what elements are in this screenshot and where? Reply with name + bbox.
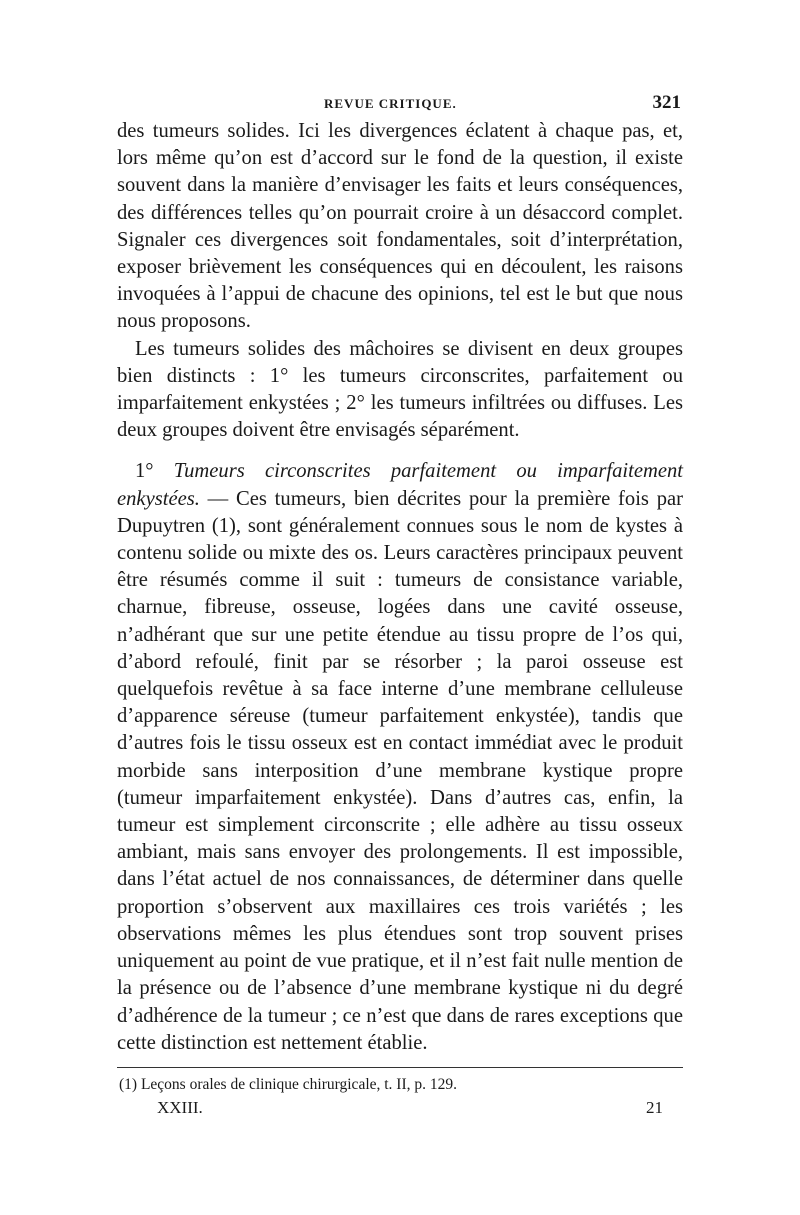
footnote: (1) Leçons orales de clinique chirurgicale, t. II, p. 129. [119,1075,458,1093]
body-text [117,118,683,1057]
signature-line [117,1096,683,1122]
signature-number: 21 [646,1097,663,1117]
page-number: 321 [652,92,681,113]
book-page [117,92,683,1122]
running-head [117,92,683,118]
paragraph-classification: Les tumeurs solides des mâchoires se divisent en deux groupes bien distincts : 1° les tumeurs circonscrites, parfaitement ou imparfaitement enkystées ; 2° les tumeurs infiltrées ou diffuses. Les deux groupes doivent être envisagés séparément. [117,337,683,442]
printer-signature: XXIII. [157,1097,203,1117]
section-paragraph [117,458,683,1056]
running-title: REVUE CRITIQUE. [324,96,457,111]
section-text: — Ces tumeurs, bien décrites pour la première fois par Dupuytren (1), sont généralement connues sous le nom de kystes à contenu solide ou mixte des os. Leurs caractères principaux peuvent être résumés comme il suit : tumeurs de consistance variable, charnue, fibreuse, osseuse, logées dans une cavité osseuse, n’adhérant que sur une petite étendue au tissu propre de l’os qui, d’abord refoulé, finit par se résorber ; la paroi osseuse est quelquefois revêtue à sa face interne d’une membrane celluleuse d’apparence séreuse (tumeur parfaitement enkystée), tandis que d’autres fois le tissu osseux est en contact immédiat avec le produit morbide sans interposition d’une membrane kystique propre (tumeur imparfaitement enkystée). Dans d’autres cas, enfin, la tumeur est simplement circonscrite ; elle adhère au tissu osseux ambiant, mais sans envoyer des prolongements. Il est impossible, dans l’état actuel de nos connaissances, de déterminer dans quelle proportion s’observent aux maxillaires ces trois variétés ; les observations mêmes les plus étendues sont trop souvent prises uniquement au point de vue pratique, et il n’est fait nulle mention de la présence ou de l’absence d’une membrane kystique ni du degré d’adhérence de la tumeur ; ce n’est que dans de rares exceptions que cette distinction est nettement établie. [117,487,683,1054]
section-title: Tumeurs circonscrites parfaitement ou imparfaitement enkystées. [117,460,683,510]
paragraph-continuation: des tumeurs solides. Ici les divergences éclatent à chaque pas, et, lors même qu’on est d’accord sur le fond de la question, il existe souvent dans la manière d’envisager les faits et leurs conséquences, des différences telles qu’on pourrait croire à un désaccord complet. Signaler ces divergences soit fondamentales, soit d’interprétation, exposer brièvement les conséquences qui en découlent, les raisons invoquées à l’appui de chacune des opinions, tel est le but que nous nous proposons. [117,120,683,333]
section-number: 1° [135,460,154,483]
footnote-rule [117,1067,683,1068]
section-circumscribed-tumours [117,458,683,1056]
